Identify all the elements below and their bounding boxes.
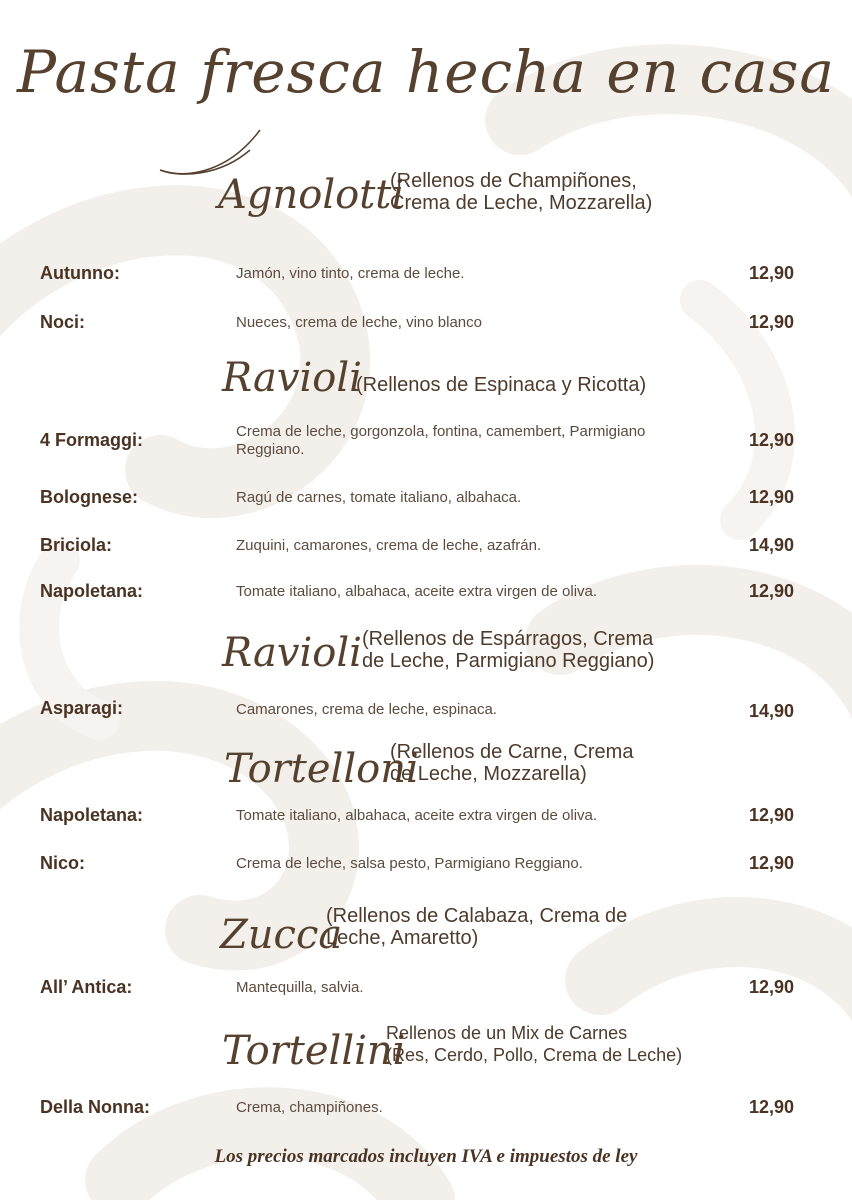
item-description: Mantequilla, salvia. xyxy=(236,979,364,996)
item-price: 12,90 xyxy=(748,312,794,332)
item-name: Noci: xyxy=(40,312,85,332)
item-price: 12,90 xyxy=(748,853,794,873)
section-description: (Rellenos de Champiñones, Crema de Leche, Mozzarella) xyxy=(390,170,653,214)
item-description: Camarones, crema de leche, espinaca. xyxy=(236,701,497,718)
section-name: Agnolotti xyxy=(218,172,405,218)
item-description: Crema de leche, salsa pesto, Parmigiano Reggiano. xyxy=(236,855,583,872)
section-name: Ravioli xyxy=(222,630,362,676)
section-name: Tortellini xyxy=(222,1028,406,1074)
item-name: Bolognese: xyxy=(40,487,139,507)
item-description: Crema, champiñones. xyxy=(236,1099,383,1116)
section-name: Tortelloni xyxy=(224,746,419,792)
item-name: Asparagi: xyxy=(40,698,124,718)
section-name: Zucca xyxy=(220,912,343,958)
item-description: Crema de leche, gorgonzola, fontina, camembert, Parmigiano Reggiano. xyxy=(236,423,646,458)
item-name: Napoletana: xyxy=(40,581,144,601)
item-price: 12,90 xyxy=(748,263,794,283)
item-name: All’ Antica: xyxy=(40,977,133,997)
item-price: 12,90 xyxy=(748,805,794,825)
section-name: Ravioli xyxy=(222,355,362,401)
item-description: Ragú de carnes, tomate italiano, albahaca. xyxy=(236,489,522,506)
item-price: 12,90 xyxy=(748,1097,794,1117)
item-description: Zuquini, camarones, crema de leche, azafrán. xyxy=(236,537,542,554)
item-name: Nico: xyxy=(40,853,85,873)
item-description: Jamón, vino tinto, crema de leche. xyxy=(236,265,465,282)
item-name: Briciola: xyxy=(40,535,113,555)
section-description: (Rellenos de Espinaca y Ricotta) xyxy=(356,374,647,396)
section-description: (Rellenos de Espárragos, Crema de Leche, Parmigiano Reggiano) xyxy=(362,628,655,672)
section-description: Rellenos de un Mix de Carnes (Res, Cerdo, Pollo, Crema de Leche) xyxy=(386,1023,683,1065)
item-name: 4 Formaggi: xyxy=(40,430,144,450)
item-price: 12,90 xyxy=(748,581,794,601)
item-description: Nueces, crema de leche, vino blanco xyxy=(236,314,482,331)
item-price: 12,90 xyxy=(748,977,794,997)
item-name: Napoletana: xyxy=(40,805,144,825)
item-price: 14,90 xyxy=(748,535,794,555)
item-description: Tomate italiano, albahaca, aceite extra virgen de oliva. xyxy=(236,807,598,824)
item-price: 12,90 xyxy=(748,487,794,507)
section-description: (Rellenos de Carne, Crema de Leche, Mozzarella) xyxy=(390,741,634,785)
footer-tax-note: Los precios marcados incluyen IVA e impuestos de ley xyxy=(214,1146,638,1167)
item-price: 12,90 xyxy=(748,430,794,450)
page-title: Pasta fresca hecha en casa xyxy=(17,38,835,106)
item-name: Autunno: xyxy=(40,263,120,283)
section-description: (Rellenos de Calabaza, Crema de Leche, Amaretto) xyxy=(326,905,628,949)
item-name: Della Nonna: xyxy=(40,1097,151,1117)
item-description: Tomate italiano, albahaca, aceite extra virgen de oliva. xyxy=(236,583,598,600)
item-price: 14,90 xyxy=(748,701,794,721)
